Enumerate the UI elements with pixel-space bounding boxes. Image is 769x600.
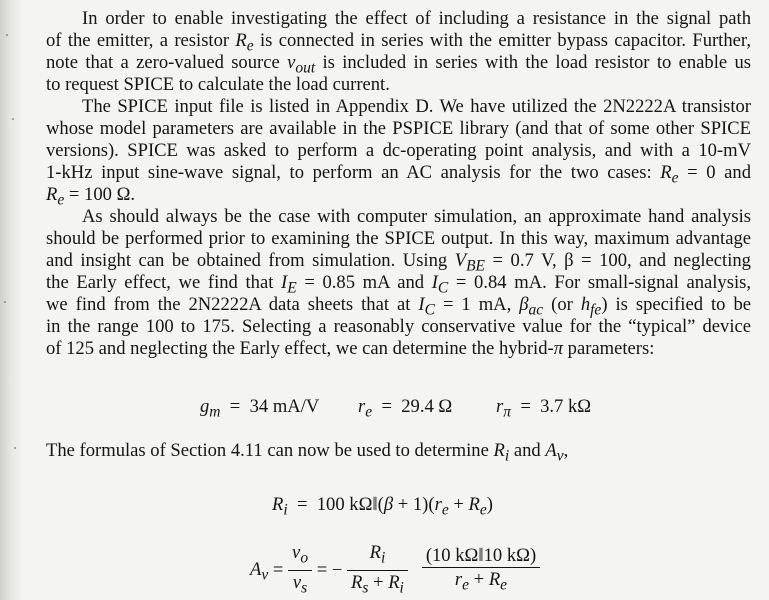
paragraph-3-line-7 bbox=[46, 338, 751, 360]
load-fraction bbox=[422, 545, 540, 598]
av-equation: $A_v$ = $\frac{v_o}{v_s}$ = − $\frac{R_i}{R_s + R_i}$ $\frac{(10 k\Omega‖10 k\Omega)}{r_e + R_e}$ bbox=[250, 542, 540, 600]
p1-l1-text: In order to enable investigating the effect of including a resistance in the signal path bbox=[82, 8, 751, 29]
ri-equation: $R_i = 100$ kΩ‖(β + $1)(r_e + R_e)$ bbox=[272, 494, 493, 519]
rpi-parameter: $r_\pi = 3.7$ kΩ bbox=[496, 396, 592, 421]
p1-l4-text: to request SPICE to calculate the load current. bbox=[46, 74, 390, 95]
p3-l1-text: As should always be the case with computer simulation, an approximate hand analysis bbox=[82, 206, 751, 227]
p2-l5-text: $R_e = 100$ Ω. bbox=[46, 184, 136, 209]
p2-l4-text: 1-kHz input sine-wave signal, to perform an AC analysis for the two cases: $R_e = 0$ and bbox=[46, 162, 751, 187]
p2-l3-text: versions). SPICE was asked to perform a dc-operating point analysis, and with a 10-mV bbox=[46, 140, 751, 161]
paragraph-1-line-1 bbox=[82, 8, 751, 30]
paragraph-3-line-1 bbox=[82, 206, 751, 228]
load-numerator: (10 kΩ‖10 kΩ) bbox=[425, 544, 537, 566]
vo-numerator: $v_o$ bbox=[292, 542, 309, 567]
ri-fraction bbox=[347, 542, 408, 600]
p2-l2-text: whose model parameters are available in the PSPICE library (and that of some other SPICE bbox=[46, 118, 751, 139]
p3-l4-text: the Early effect, we find that $I_E = 0.85$ mA and $I_C = 0.84$ mA. For small-signal analysis, bbox=[46, 272, 751, 297]
p3-l5-text: we find from the 2N2222A data sheets that at $I_C = 1$ mA, $\beta_{ac}$ (or $h_{fe}$) is specified to be bbox=[46, 294, 751, 319]
p3-l7-text: of 125 and neglecting the Early effect, we can determine the hybrid-π parameters: bbox=[46, 338, 655, 359]
paragraph-2-line-2 bbox=[46, 118, 751, 140]
p1-l2-text: of the emitter, a resistor $R_e$ is connected in series with the emitter bypass capacitor. Further, bbox=[46, 30, 751, 55]
p3-l2-text: should be performed prior to examining the SPICE output. In this way, maximum advantage bbox=[46, 228, 751, 249]
vs-denominator: $v_s$ bbox=[288, 570, 312, 600]
gm-parameter: $g_m = 34$ mA/V bbox=[200, 396, 320, 421]
paragraph-3-line-2 bbox=[46, 228, 751, 250]
paragraph-2-line-1 bbox=[82, 96, 751, 118]
paragraph-3-line-6 bbox=[46, 316, 751, 338]
p3-l6-text: in the range 100 to 175. Selecting a reasonably conservative value for the “typical” device bbox=[46, 316, 751, 337]
ri-numerator: $R_i$ bbox=[369, 542, 386, 567]
re-sum-denominator: $r_e + R_e$ bbox=[422, 567, 540, 598]
re-parameter: $r_e = 29.4$ Ω bbox=[358, 396, 453, 421]
formulas-sentence bbox=[46, 440, 751, 468]
formulas-sentence-text: The formulas of Section 4.11 can now be used to determine $R_i$ and $A_v$, bbox=[46, 440, 569, 465]
rs-ri-denominator: $R_s + R_i$ bbox=[347, 570, 408, 600]
vo-over-vs-fraction bbox=[288, 542, 312, 600]
p1-l3-text: note that a zero-valued source $v_{out}$ is included in series with the load resistor to enable us bbox=[46, 52, 751, 77]
paragraph-1-line-4 bbox=[46, 74, 751, 96]
paragraph-2-line-3 bbox=[46, 140, 751, 162]
p3-l3-text: and insight can be obtained from simulation. Using $V_{BE} = 0.7$ V, β = 100, and neglecting bbox=[46, 250, 751, 275]
p2-l1-text: The SPICE input file is listed in Appendix D. We have utilized the 2N2222A transistor bbox=[82, 96, 751, 117]
